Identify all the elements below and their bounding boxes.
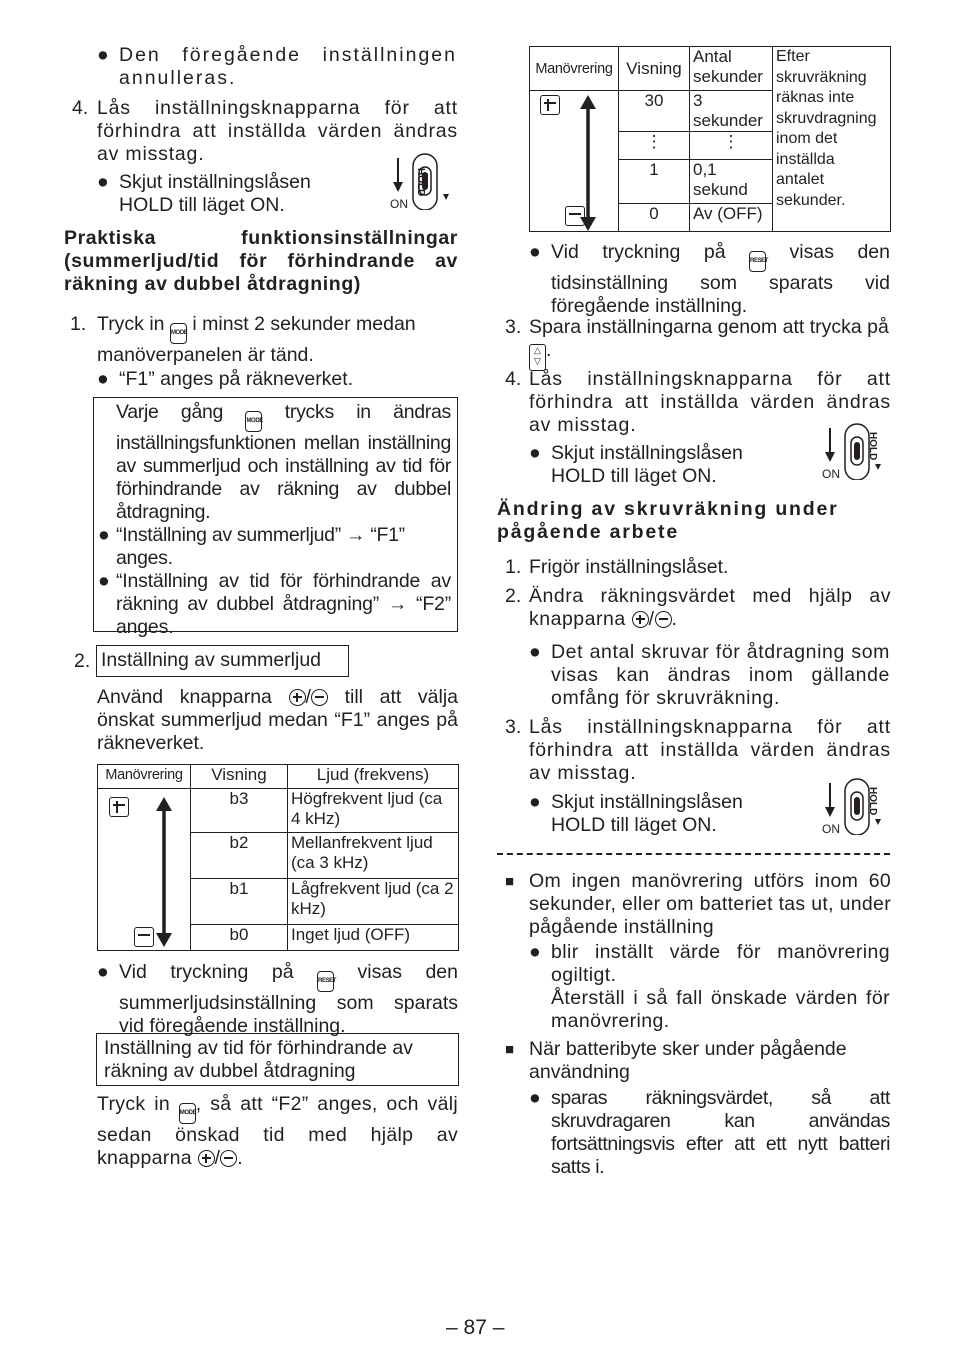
table-cell: 0 <box>619 204 690 232</box>
table-header: Visning <box>619 47 690 91</box>
mode-button-icon: MODE <box>170 323 187 344</box>
section-heading: Praktiska funktionsinställningar (summerljud/tid för förhindrande av räkning av dubbel åtdragning) <box>64 227 458 295</box>
bullet-dot: ● <box>529 791 541 813</box>
paragraph: Tryck in MODE, så att “F2” anges, och välj sedan önskad tid med hjälp av knapparna / . <box>97 1093 458 1169</box>
step-number: 3. <box>505 716 522 738</box>
table-cell: b0 <box>191 925 288 951</box>
double-tightening-table <box>529 46 891 232</box>
paragraph: Vid tryckning på RESET visas den summerljudsinställning som sparats vid föregående inställning. <box>119 961 459 1037</box>
table-cell: b3 <box>191 789 288 833</box>
table-header: Visning <box>191 765 288 789</box>
plus-button-icon <box>109 797 129 817</box>
table-cell: Av (OFF) <box>690 204 773 232</box>
step-number: 1. <box>70 313 87 335</box>
table-cell: 30 <box>619 91 690 132</box>
bullet-dot: ● <box>98 570 110 592</box>
table-cell: 0,1 sekund <box>690 160 773 204</box>
note-cell: Efter skruvräkning räknas inte skruvdragning inom det inställda antalet sekunder. <box>773 47 891 232</box>
paragraph: Lås inställningsknapparna för att förhindra att inställda värden ändras av misstag. <box>529 368 891 436</box>
paragraph: “F1” anges på räkneverket. <box>119 368 354 390</box>
up-down-button-icon: △ ▽ <box>529 344 546 371</box>
paragraph: blir inställt värde för manövrering ogiltigt. Återställ i så fall önskade värden för manövrering. <box>551 941 890 1032</box>
bullet-dot: ● <box>529 641 541 663</box>
paragraph: sparas räkningsvärdet, så att skruvdragaren kan användas fortsättningsvis efter att ett nytt batteri satts i. <box>551 1087 890 1178</box>
paragraph: Ändra räkningsvärdet med hjälp av knapparna / . <box>529 585 891 630</box>
table-cell: 1 <box>619 160 690 204</box>
step-number: 4. <box>505 368 522 390</box>
operation-cell <box>98 789 191 951</box>
square-bullet: ■ <box>505 873 515 890</box>
bullet-dot: ● <box>529 241 541 263</box>
plus-button-icon <box>632 611 649 628</box>
bullet-dot: ● <box>98 524 110 546</box>
table-cell: ⋮ <box>690 132 773 160</box>
table-cell: b2 <box>191 833 288 879</box>
step-number: 2. <box>74 650 91 672</box>
info-box: Varje gång MODE trycks in ändras inställningsfunktionen mellan inställning av summerljud och inställning av tid för förhindrande av räkning av dubbel åtdragning. ● “Inställning av summerljud” → “F1” anges. ● “Inställning av tid för förhindrande av räkning av dubbel åtdragning” → “F2” anges. <box>93 397 458 632</box>
hold-label: HOLD <box>867 432 878 461</box>
reset-button-icon: RESET <box>317 971 334 992</box>
mode-button-icon: MODE <box>245 411 262 432</box>
hold-switch-icon <box>388 150 458 210</box>
paragraph: Vid tryckning på RESET visas den tidsinställning som sparats vid föregående inställning. <box>551 241 891 317</box>
table-cell: Lågfrekvent ljud (ca 2 kHz) <box>288 879 459 925</box>
paragraph: Skjut inställningslåsen HOLD till läget ON. <box>119 171 311 216</box>
minus-button-icon <box>655 611 672 628</box>
hold-switch-icon <box>820 775 890 835</box>
paragraph: Det antal skruvar för åtdragning som visas kan ändras inom gällande omfång för skruvräkning. <box>551 641 890 709</box>
table-header: Manövrering <box>530 47 619 91</box>
paragraph: Lås inställningsknapparna för att förhindra att inställda värden ändras av misstag. <box>529 716 891 784</box>
table-cell: ⋮ <box>619 132 690 160</box>
up-down-arrow-icon <box>578 95 598 231</box>
on-label: ON <box>390 197 408 211</box>
paragraph: Den föregående inställningen annulleras. <box>119 44 457 89</box>
hold-label: HOLD <box>415 168 426 197</box>
table-cell: Mellanfrekvent ljud (ca 3 kHz) <box>288 833 459 879</box>
minus-button-icon <box>220 1150 237 1167</box>
plus-button-icon <box>198 1150 215 1167</box>
paragraph: Skjut inställningslåsen HOLD till läget ON. <box>551 442 743 487</box>
plus-button-icon <box>289 689 306 706</box>
table-cell: Inget ljud (OFF) <box>288 925 459 951</box>
hold-switch-icon <box>820 420 890 480</box>
bullet-dot: ● <box>97 961 109 983</box>
bullet-dot: ● <box>97 44 109 66</box>
on-label: ON <box>822 467 840 481</box>
bullet-dot: ● <box>97 368 109 390</box>
paragraph: Spara inställningarna genom att trycka på △ ▽ . <box>529 316 891 371</box>
bullet-dot: ● <box>529 1087 541 1109</box>
bullet-dot: ● <box>529 941 541 963</box>
page-number: – 87 – <box>446 1316 505 1339</box>
paragraph: Om ingen manövrering utförs inom 60 sekunder, eller om batteriet tas ut, under pågående inställning <box>529 870 891 938</box>
table-cell: Högfrekvent ljud (ca 4 kHz) <box>288 789 459 833</box>
step-number: 3. <box>505 316 522 338</box>
paragraph: Använd knapparna / till att välja önskat summerljud medan “F1” anges på räkneverket. <box>97 686 459 754</box>
paragraph: När batteribyte sker under pågående användning <box>529 1038 847 1083</box>
up-down-arrow-icon <box>154 797 174 947</box>
buzzer-table <box>97 764 459 951</box>
step-number: 1. <box>505 556 522 578</box>
bullet-dot: ● <box>97 171 109 193</box>
table-cell: 3 sekunder <box>690 91 773 132</box>
minus-button-icon <box>311 689 328 706</box>
step-number: 4. <box>72 97 89 119</box>
subsection-title-box: Inställning av tid för förhindrande av räkning av dubbel åtdragning <box>96 1033 459 1086</box>
section-heading: Ändring av skruvräkning under pågående arbete <box>497 498 839 543</box>
mode-button-icon: MODE <box>179 1103 196 1124</box>
hold-label: HOLD <box>867 787 878 816</box>
square-bullet: ■ <box>505 1041 515 1058</box>
table-cell: b1 <box>191 879 288 925</box>
reset-button-icon: RESET <box>749 251 766 272</box>
paragraph: Frigör inställningslåset. <box>529 556 729 578</box>
minus-button-icon <box>134 927 154 947</box>
step-number: 2. <box>505 585 522 607</box>
paragraph: Lås inställningsknapparna för att förhindra att inställda värden ändras av misstag. <box>97 97 458 165</box>
paragraph: Skjut inställningslåsen HOLD till läget ON. <box>551 791 743 836</box>
table-header: Antal sekunder <box>690 47 773 91</box>
table-header: Ljud (frekvens) <box>288 765 459 789</box>
bullet-dot: ● <box>529 442 541 464</box>
plus-button-icon <box>540 95 560 115</box>
operation-cell <box>530 91 619 232</box>
subsection-title-box: Inställning av summerljud <box>96 645 349 677</box>
dashed-divider <box>497 853 890 855</box>
paragraph: Tryck in MODE i minst 2 sekunder medan manöverpanelen är tänd. <box>97 313 416 366</box>
on-label: ON <box>822 822 840 836</box>
table-header: Manövrering <box>98 765 191 789</box>
